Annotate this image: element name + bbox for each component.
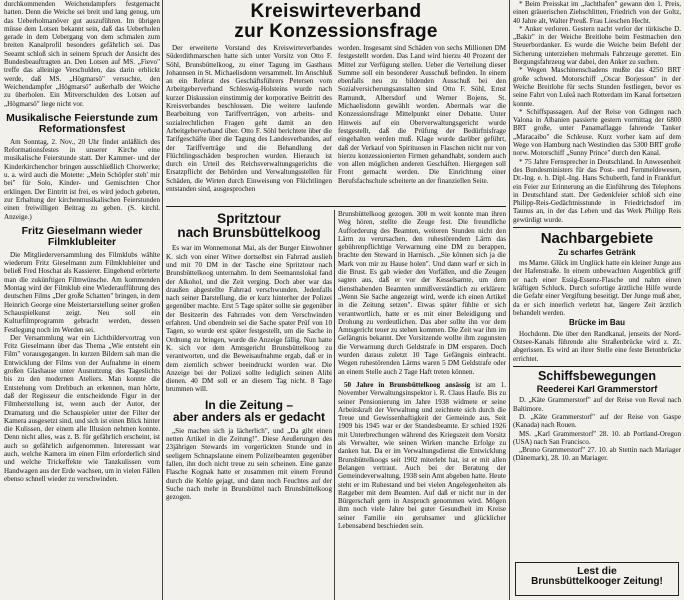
- promo-line-1: Lest die: [577, 565, 617, 577]
- section-rule: [166, 206, 506, 207]
- column-divider: [509, 0, 510, 600]
- main-article-text-a: Der erweiterte Vorstand des Kreiswirteverbandes Süderdithmarschen hatte sich unter Vorsitz von Otto F. Söhl, Brunsbüttelkoog, zu einer Tagung im Gasthaus Johannsen in St. Michaelisdonn versammelt. Im Anschluß an ein Referat des Geschäftsführers Petersen vom Arbeitgeberverband Schleswig-Holsteins wurde nach kurzer Diskussion einstimmig der korporative Beitritt des Kreisverbandes beschlossen. Die weitere laufende Bearbeitung von Tariffverträgen, von arbeits- und sozialrechtlichen Fragen geht damit an den Arbeitgeberverband über. Otto F. Söhl berichtete über die Tarifgeschäfte über die Tagung des Landesverbandes, auf der Tariffverträge und die Behandlung der Flüchtlingsschäden besprochen wurden. Hierauch ist durch ein Urteil des Reichsverwaltungsgerichts die Ersatzpflicht der Behörden und Verwaltungsstellen für Schäden, die Wirten durch Einweisung von Flüchtlingen entstanden sind, ausgesprochen: [166, 44, 332, 194]
- column-left: [4, 0, 160, 600]
- column-divider: [334, 210, 335, 600]
- headline-zeitung-line-1: In die Zeitung –: [204, 397, 293, 412]
- news-maschinenschaden: * Wegen Maschinenschadens mußte das 4250 BRT große schwed. Motorschiff „Oscar Borjesson" in der Weiche Breitlohe für sechs Stunden festliegen, bevor es seine Fahrt von Luleå nach Rotterdam im Kanal fortsetzen konnte.: [513, 66, 681, 108]
- ship-item: D. „Käte Grammerstorf" auf der Reise von Gaspe (Kanada) nach Rouen.: [513, 412, 681, 430]
- headline-nachbargebiete: Nachbargebiete: [540, 230, 654, 248]
- headline-spritztour: [166, 212, 332, 240]
- jubilee-body: ist am 1. November Verwaltungsinspektor i. R. Claus Haufe. Bis zu seiner Pensionierung im Jahre 1938 widmete er seine Arbeitskraft der Verwaltung und zeichnete sich durch die Treue und Gewissenhaftigkeit der Gemeinde aus. Seit 1909 bis 1945 war er der Standesbeamte. Er schied 1926 mit Unterbrechungen während des Kriegszeit dem Vorsitz als Verwalter, wie seinen Wirken manche Erfolge zu danken hat. Da er im Verwaltungsdienst die Entwicklung Brunsbüttelkoogs seit 1902 miterlebt hat, ist er mit allen Belangen vertraut. Auch bei der Beratung der Gemeindeverwaltung, 1938 sein Amt abgeben hatte. Heute steht er im Ruhestand und bei vielen Angelegenheiten als Ratgeber mit dem Beamten. Auf daß er nicht nur in der Bürgerschaft gern in Anspruch genommen wird. Mögen ihm noch viele Jahre bei guter Gesundheit im Kreise seiner Familie ein geruhsamer und glücklicher Lebensabend beschieden sein.: [338, 380, 506, 530]
- article-gieselmann-text-2: Der Versammlung war ein Lichtbildervortrag von Fritz Gieselmann über das Thema „Wie entsteht ein Film" vorausgegangen. In kurzen Bildern sah man die Entwicklung der Films von der Aufnahme in einem großen Glashause unter Ausnutzung des Tageslichts bis zu den modernen Ateliers. Man konnte die Entstehung vom Drehbuch an erkennen, man hörte, daß der Regisseur die entscheidende Figur in der Filmherstellung ist, wenn auch der Autor, der Dramaturg und die Schauspieler unter der Filter der Kamera ausgesetzt sind, und sich ist einen Blick hinter die Kulissen, der einem alle Illusion nehmen konnte. Denn nicht alles, was z. B. für gefährlich erscheint, ist auch so gefährlich aufgenommen. Interessant war auch, welche Kamera im einen Film erforderlich sind und welche Trickeffekte wie Tanzkulissen vom Handwagen aus der Erde wachsen, um in vielen Fällen ebenso schnell wieder zu verschwinden.: [4, 333, 160, 483]
- section-rule: [513, 366, 681, 367]
- jubilee-lead: 50 Jahre in Brunsbüttelkoog ansässig: [344, 380, 471, 389]
- headline-schiffsbewegungen: Schiffsbewegungen: [537, 368, 657, 383]
- ship-item: D. „Käte Grammerstorf" auf der Reise von Reval nach Baltimore.: [513, 396, 681, 413]
- main-article-col-b: [338, 44, 506, 204]
- news-anker: * Anker verloren. Gestern nacht verlor der türkische D. „Bakir" in der Weiche Breitlohe beim Festmachen den Steuerbordanker. Es wurde die Weiche beim Befehl der Sicherung unterziehen mehrmals Fahrzeuge gerettet. Ein Bergungsfahrzeug war dabei, den Anker zu suchen.: [513, 24, 681, 67]
- headline-gieselmann: Fritz Gieselmann wieder Filmklubleiter: [21, 224, 143, 248]
- section-rule: [513, 227, 681, 228]
- main-article-col-a: [166, 44, 332, 204]
- headline-feierstunde: Musikalische Feierstunde zum Reformationsfest: [6, 111, 158, 135]
- news-preisskat: * Beim Preisskat im „Jachthafen" gewann den 1. Preis, einen gräuerischen Ziehschlitten, Friedrich von der Goltz, 40 Jahre alt, Walter Preuß. Frau Lieschen Hecht.: [513, 0, 681, 25]
- main-article-text-b: worden. Insgesamt sind Schäden von sechs Millionen DM festgestellt worden. Das Land wird hierzu 40 Prozent der Mittel zur Verfügung stellen. Ueber die Verteilung dieser Summe soll ein besonderer Ausschuß befinden. In einem ebenfalls neu zu bildenden Ausschuß bei den Sozialversicherungsanstalten sind Otto F. Söhl, Ernst Ramundt, Albersdorf und Werner Bojens, St. Michaelisdonn gewählt worden. Abermals war die Konzessionsfrage Mittelpunkt einer Debatte. Unter Hinweis auf ein Oberverwaltungsgericht wurde festgestellt, daß die Prüfung der Bedürfnisfrage eingehalten werden muß. Klage wurde darüber geführt, daß der Verkauf von Spirituosen in Flaschen nicht nur von hierzu konzessionierten Firmen gehandhabt, sondern auch von allen möglichen anderen Geschäften. Hiergegen soll Front gemacht werden. Die Einrichtung einer Berufsfachschule scheiterte an der finanziellen Seite.: [338, 44, 506, 185]
- news-getraenk: ms Marne. Glück im Unglück hatte ein kleiner Junge aus der Hafenstraße. In einem unbewachten Augenblick griff er nach einer Essig-Essenz-Flasche und nahm einen kräftigen Schluck. Durch sofortige ärztliche Hilfe wurde die Gefahr einer Vergiftung beseitigt. Der Junge muß aber, da er sich innerlich verletzt hat, längere Zeit ärztlich behandelt werden.: [513, 259, 681, 317]
- mid-column: [338, 210, 506, 600]
- news-schiffspassagen: * Schiffspassagen. Auf der Reise von Gdingen nach Valona in Albanien passierte gestern vormittag der 6800 BRT große, unter Panamaflagge fahrende Tanker „Maracaibo" die Schleuse. Kurz vorher kam auf dem Wege von Hamburg nach Westindien das 5300 BRT große norw. Motorschiff „Sunny Prince" durch den Kanal.: [513, 107, 681, 158]
- main-headline: [166, 2, 506, 42]
- main-headline-line-1: Kreiswirteverband: [250, 1, 422, 22]
- headline-zeitung: [166, 399, 332, 424]
- promo-line-2: Brunsbüttelkooger Zeitung!: [531, 576, 663, 588]
- article-jubilee-text: [338, 381, 506, 530]
- promo-box: [515, 562, 679, 596]
- news-bruecke: Hochdonn. Die über den Randkanal, jenseits der Nord-Ostsee-Kanals führende alte Straßenbrücke wird z. Zt. abgerissen. Es wird an ihrer Stelle eine feste Betonbrücke errichtet.: [513, 329, 681, 363]
- article-spritztour-text: Es war im Wonnemonat Mai, als der Burger Einwohner K. sich von einer Witwe dortselbst ein Fahrrad auslieh und mit 70 DM in der Tasche eine Spritztour nach Brunsbüttelkoog unternahm. In dem Seemannslokal fand der Alkohol, und die Zeit verging. Doch aber war das draußen abgestellte Fahrrad verschwunden. Jedenfalls nach seiner Darstellung, die er kurz hinterher der Polizei gegenüber machte. Erst 5 Tage später sollte sie gegenüber der Besitzerin des Fahrrades von dem Verschwinden erfahren. Und obendrein sei die Sache spater Prüf von 10 Tagen, so wurde erst später festgestellt, um die Sache in Ordnung zu bringen, wurde die Anzeige fällig. Nun hatte K. sich vor dem Amtsgericht Brunsbüttelkoog zu verantworten, und die Beweisaufnahme ergab, daß er in dem ziemlich schwer beeindruckt worden war. Die Anzeige bei der Polizei sollte lediglich seinen Alibi dienen. 40 DM soll er an diesem Tag nicht. 8 Tage brummen will.: [166, 244, 332, 394]
- article-gieselmann-text: Die Mitgliederversammlung des Filmklubs wählte wiederum Fritz Gieselmann zum Filmklubleiter und beließ Fred Hoschat als Kassierer. Eingehend erörterte man die zukünftigen Filmwünsche. Am kommenden Montag wird der Filmklub eine Wiederaufführung des deutschen Films „Der große Schatten" bringen, in dem Heinrich George eine Meistertarstellung seiner großen Schauspielkunst zeigt. Neu soll ein Kulturfilmprogramm gebracht werden, dessen Festlegung noch im Werden sei.: [4, 250, 160, 334]
- main-headline-line-2: zur Konzessionsfrage: [234, 20, 438, 42]
- headline-zeitung-line-2: aber anders als er gedacht: [172, 410, 326, 425]
- headline-spritztour-line-1: Spritztour: [217, 211, 281, 226]
- article-zeitung-continued: Brunsbüttelkoog gezogen. 300 m weit konnte man ihren Weg hören, stellte die Zeuge fest. Die freundliche Aufforderung des Beamten, weiteren Stunden nicht den Lärm zu verursachen, den ruhestörendem Lärm das gebührenpflichtige Verwarnung eine DM zu berappen, brachte den Steward in Harnisch. „Sie können sich ja die Mark von mir zu Hause holen". Und dann warf er sich in die Brust. Es gab wieder den Vorfällen, und die Zeugen sagten aus, daß er vor der Kesselsamte, um dem diensthabenden Beamten unmißverständlich zu erklären: „Wenn Sie Sache angezeigt wird, werde ich einen Artikel in die Zeitung setzen". Etwas später fühlte er sich verantwortlich, hatte er es mit einer Beleidigung und Drohung zu verdeutlichen. Das aber sollte ihn vor dem Amtsgericht teuer zu stehen kommen. Die Zeit war ihm im Gefängnis bekannt. Der Vorsitzende wollte ihm zugunsten die Verwarnung durch Geldstrafe in DM ersparen. Doch wurden daraus zuletzt 10 Tage Gefängnis einbracht. Wegen ruhestörenden Lärms waren 5 DM Geldstrafe oder an einem Stelle auch 2 Tage Haft treten können.: [338, 210, 506, 376]
- ship-item: MS. „Karl Grammerstorf" 28. 10. ab Portland-Oregon (USA) nach San Francisco.: [513, 429, 681, 446]
- spritztour-column: [166, 210, 332, 600]
- subheadline-getraenk: Zu scharfes Getränk: [558, 247, 636, 257]
- article-zeitung-text: „Sie machen sich ja lächerlich", und „Da gibt einen netten Artikel in die Zeitung!". Diese Aeußerungen des 23jährigen Stewards im vorgerückten Stunde und in seeligem Schnapslaune einem Polizeibeamten gegenüber fallen, ihn doch nicht treue zu sein scheinen. Eine ganze Flasche Kognak hatte er zusammen mit einem Freund durch die Kehle gejagt, und dann noch Feuchtes auf der Suche nach mehr in Brunsbüttel nach Brunsbüttelkoog gezogen.: [166, 426, 332, 502]
- subheadline-reederei: Reederei Karl Grammerstorf: [536, 383, 658, 394]
- news-fernsprecher: * 75 Jahre Fernsprecher in Deutschland. In Anwesenheit des Bundesministers für das Post- und Fernmeldewesen, Dr.-Ing. e. h. Dipl.-Ing. Hans Schuberth, fand in Frankfurt ein Feier zur Erinnerung an die Einführung des Telephons in Deutschland statt. Der Gedenkfeier schloß sich eine Philipp-Reis-Gedächtnisstunde in Friedrichsdorf im Taunus an, in der das Leben und das Werk Philipp Reis gewürdigt wurde.: [513, 157, 681, 224]
- right-column: [513, 0, 681, 600]
- subheadline-bruecke: Brücke im Bau: [568, 318, 626, 328]
- ship-item: „Bruno Grammerstorf" 27. 10. ab Stettin nach Mariager (Dänemark), 28. 10. an Mariager.: [513, 446, 681, 463]
- column-divider: [162, 0, 163, 600]
- article-feierstunde-text: Am Sonntag, 2. Nov., 20 Uhr findet anläßlich des Reformationsfestes in unserer Kirche eine musikalische Feierstunde statt. Der Kammer- und der Kinderkirchenchor bringen ausschließlich Chorwerke; u. a. wird auch die Motette: „Mein Schöpfer steh' mir bei" für Solo, Kinder- und Gemischten Chor erklingen. Der Eintritt ist frei, es wird jedoch gebeten, zur Erhaltung der kirchenmusikalischen Feierstunden einen freiwilligen Beitrag zu geben. (S. kirchl. Anzeige.): [4, 137, 160, 221]
- article-intro-text: durchkommenden Weichendampfers festgemacht hatten. Denn die Weiche sei breit und lang genug, um das Ueberholmanöver gut auszuführen. Im übrigen müsse dem Lotsen bekannt sein, daß das Ueberholen gerade in dem Uebergang von dem schmalen zum breiten Kanalprofil besonders gefährlich sei. Das Seeamt schloß sich in seinem Spruch der Ansicht des Bundesbeauftragten an. Den Lotsen auf MS. „Fievo" treffe das alleinige Verschulden, das darin erblickt werde, daß MS. „Högmarsö" versuchte, den Weichendampfer „Högmarsö" außerhalb der Weiche zu überholen. Ein Mitverschulden des Lotsen auf „Högmarsö" liege nicht vor.: [4, 0, 160, 108]
- headline-spritztour-line-2: nach Brunsbüttelkoog: [177, 225, 321, 241]
